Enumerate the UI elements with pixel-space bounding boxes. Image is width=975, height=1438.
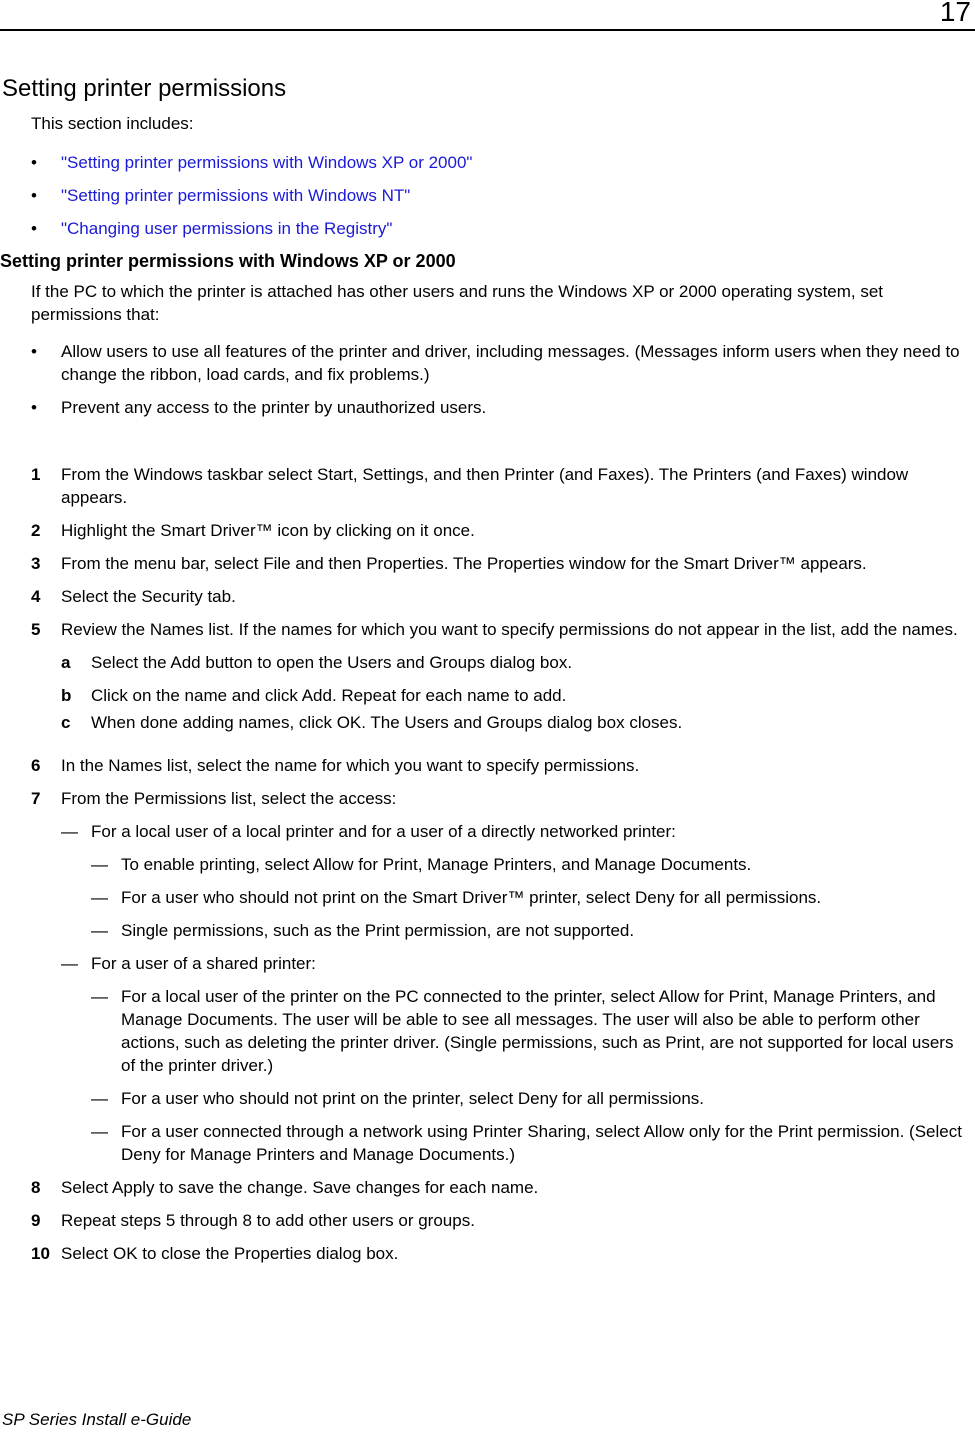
step-number: 4 [31,587,41,606]
access-local-item [0,919,975,942]
access-shared-item [0,1087,975,1110]
step-text: Repeat steps 5 through 8 to add other users or groups. [61,1211,475,1230]
page-content [0,74,975,1275]
step-number: 3 [31,554,41,573]
step-text: Highlight the Smart Driver™ icon by clicking on it once. [61,521,475,540]
page-number: 17 [939,0,971,27]
substep-label: c [61,713,71,732]
dash: — [61,822,78,841]
substep-text: When done adding names, click OK. The Users and Groups dialog box closes. [91,713,683,732]
bullet: • [31,186,37,205]
step-text: From the Permissions list, select the access: [61,789,397,808]
toc-item[interactable] [0,184,975,207]
access-text: For a local user of a local printer and for a user of a directly networked printer: [91,822,676,841]
step-9 [0,1209,975,1232]
page-title: Setting printer permissions [2,75,287,102]
access-item-text: For a user connected through a network using Printer Sharing, select Allow only for the Print permission. (Select Deny for Manage Printers and Manage Documents.) [121,1122,962,1164]
substep-5c [0,711,975,734]
access-shared-item [0,985,975,1077]
bullet: • [31,398,37,417]
step-number: 10 [31,1244,50,1263]
access-item-text: For a user who should not print on the printer, select Deny for all permissions. [121,1089,705,1108]
step-text: From the menu bar, select File and then Properties. The Properties window for the Smart Driver™ appears. [61,554,867,573]
bullet: • [31,153,37,172]
permission-bullet-text: Allow users to use all features of the printer and driver, including messages. (Messages inform users when they need to change the ribbon, load cards, and fix problems.) [61,342,960,384]
step-text: Select OK to close the Properties dialog box. [61,1244,399,1263]
toc-item[interactable] [0,151,975,174]
step-5 [0,618,975,641]
access-shared-user [0,952,975,975]
access-item-text: Single permissions, such as the Print permission, are not supported. [121,921,635,940]
access-local-item [0,853,975,876]
access-text: For a user of a shared printer: [91,954,316,973]
step-number: 6 [31,756,41,775]
step-6 [0,754,975,777]
permission-bullet [0,340,975,386]
dash: — [91,888,108,907]
footer-guide-title: SP Series Install e-Guide [2,1410,192,1429]
step-1 [0,463,975,509]
substep-text: Click on the name and click Add. Repeat for each name to add. [91,686,567,705]
access-item-text: To enable printing, select Allow for Print, Manage Printers, and Manage Documents. [121,855,752,874]
toc-item[interactable] [0,217,975,240]
bullet: • [31,342,37,361]
step-text: From the Windows taskbar select Start, Settings, and then Printer (and Faxes). The Printers (and Faxes) window appears. [61,465,909,507]
step-text: Select the Security tab. [61,587,236,606]
dash: — [91,1089,108,1108]
toc-link-registry[interactable]: "Changing user permissions in the Registry" [61,219,393,238]
access-item-text: For a user who should not print on the Smart Driver™ printer, select Deny for all permissions. [121,888,822,907]
header-rule [0,29,975,31]
dash: — [91,1122,108,1141]
step-2 [0,519,975,542]
step-8 [0,1176,975,1199]
toc-link-nt[interactable]: "Setting printer permissions with Windows NT" [61,186,411,205]
substep-label: a [61,653,71,672]
dash: — [61,954,78,973]
toc-link-xp-2000[interactable]: "Setting printer permissions with Windows XP or 2000" [61,153,473,172]
step-text: Select Apply to save the change. Save changes for each name. [61,1178,539,1197]
step-number: 1 [31,465,41,484]
step-number: 5 [31,620,41,639]
step-10 [0,1242,975,1265]
step-text: Review the Names list. If the names for which you want to specify permissions do not appear in the list, add the names. [61,620,958,639]
step-4 [0,585,975,608]
step-3 [0,552,975,575]
step-number: 2 [31,521,41,540]
access-local-item [0,886,975,909]
access-shared-item [0,1120,975,1166]
step-number: 7 [31,789,41,808]
intro-text: This section includes: [31,114,194,133]
step-7 [0,787,975,810]
substep-5b [0,684,975,707]
section-intro: If the PC to which the printer is attached has other users and runs the Windows XP or 2000 operating system, set permissions that: [31,282,884,324]
dash: — [91,855,108,874]
bullet: • [31,219,37,238]
permission-bullet [0,396,975,419]
permission-bullet-text: Prevent any access to the printer by unauthorized users. [61,398,487,417]
dash: — [91,987,108,1006]
access-item-text: For a local user of the printer on the PC connected to the printer, select Allow for Print, Manage Printers, and Manage Documents. The user will be able to see all messages. The user will also be able to perform other actions, such as deleting the printer driver. (Single permissions, such as Print, are not supported for local users of the printer driver.) [121,987,954,1075]
section-heading: Setting printer permissions with Windows XP or 2000 [0,251,456,271]
step-number: 8 [31,1178,41,1197]
dash: — [91,921,108,940]
substep-text: Select the Add button to open the Users and Groups dialog box. [91,653,573,672]
substep-label: b [61,686,72,705]
step-number: 9 [31,1211,41,1230]
access-local-user [0,820,975,843]
step-text: In the Names list, select the name for which you want to specify permissions. [61,756,640,775]
substep-5a [0,651,975,674]
